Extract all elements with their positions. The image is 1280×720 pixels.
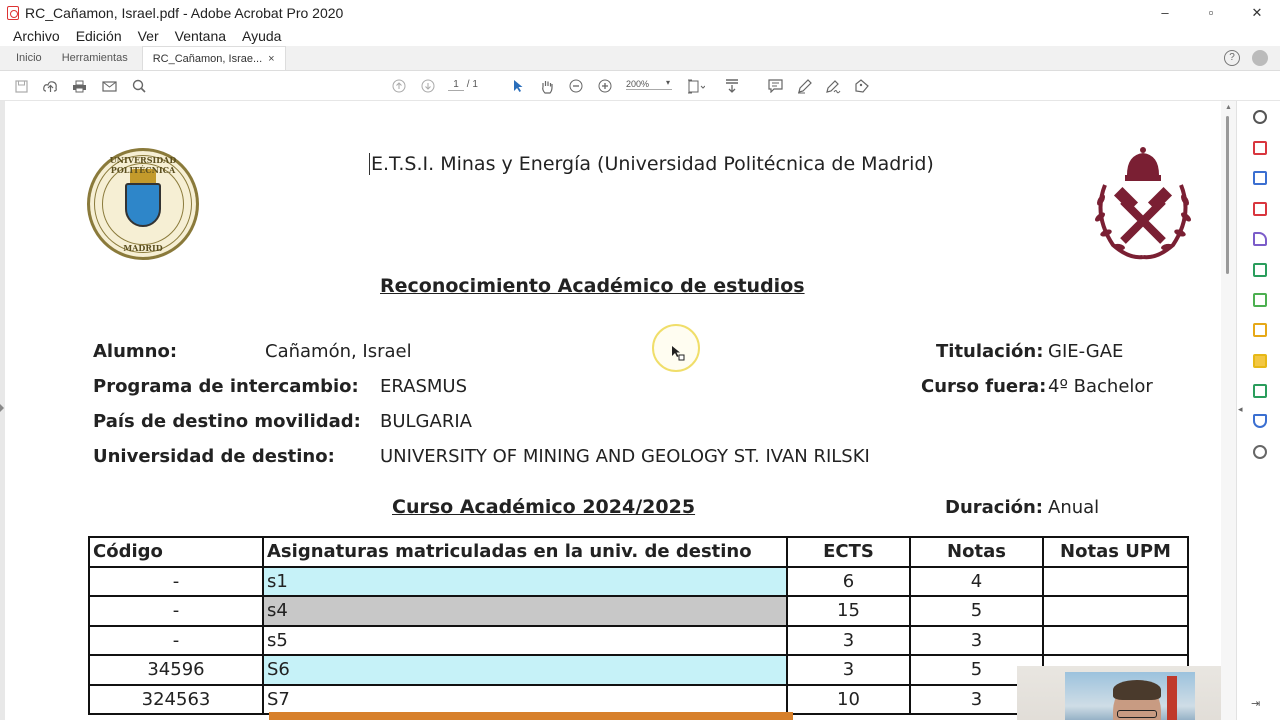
cell-codigo: - — [89, 567, 263, 597]
programa-value: ERASMUS — [380, 376, 468, 397]
search-icon[interactable] — [130, 78, 148, 94]
scrollbar-thumb[interactable] — [1226, 116, 1229, 274]
universidad-label: Universidad de destino: — [93, 446, 335, 467]
close-button[interactable]: ✕ — [1251, 5, 1263, 20]
document-heading: Reconocimiento Académico de estudios — [380, 275, 805, 297]
cell-ects: 3 — [787, 655, 910, 685]
window-controls — [1142, 0, 1280, 26]
close-tab-icon[interactable]: × — [268, 52, 275, 65]
create-pdf-icon[interactable] — [1253, 171, 1267, 185]
page-total: / 1 — [466, 79, 478, 90]
menu-archivo[interactable]: Archivo — [13, 28, 60, 44]
programa-label: Programa de intercambio: — [93, 376, 359, 397]
cell-nota: 5 — [910, 655, 1043, 685]
cell-ects: 3 — [787, 626, 910, 656]
page-up-icon[interactable] — [390, 78, 408, 94]
combine-files-icon[interactable] — [1253, 293, 1267, 307]
shield-icon — [125, 183, 161, 227]
pdf-icon — [7, 6, 19, 20]
poster-bridge — [1167, 676, 1177, 720]
minas-emblem-logo — [1091, 145, 1195, 261]
upload-icon[interactable] — [41, 78, 59, 94]
duracion-label: Duración: — [945, 497, 1043, 518]
cell-asignatura: S7 — [263, 685, 787, 715]
scan-ocr-icon[interactable] — [1253, 384, 1267, 398]
cell-ects: 6 — [787, 567, 910, 597]
header-ects: ECTS — [787, 537, 910, 567]
minimize-button[interactable]: ‒ — [1161, 5, 1169, 20]
menu-bar — [0, 26, 1280, 46]
pdf-page — [5, 101, 1221, 720]
mouse-cursor-icon — [671, 345, 685, 364]
header-notas: Notas — [910, 537, 1043, 567]
mail-icon[interactable] — [100, 78, 118, 94]
sign-icon[interactable] — [824, 78, 842, 94]
curso-fuera-label: Curso fuera: — [921, 376, 1047, 397]
print-icon[interactable] — [70, 78, 88, 94]
account-icon[interactable] — [1252, 50, 1268, 66]
presenter-hair — [1113, 680, 1161, 700]
page-number-input[interactable]: 1 — [448, 79, 464, 91]
presenter-glasses — [1117, 710, 1157, 718]
curso-fuera-value: 4º Bachelor — [1048, 376, 1153, 397]
cell-nota-upm — [1043, 626, 1188, 656]
cell-nota-upm — [1043, 567, 1188, 597]
toolbar — [0, 71, 1280, 101]
document-header: E.T.S.I. Minas y Energía (Universidad Politécnica de Madrid) — [371, 153, 934, 175]
vertical-scrollbar[interactable] — [1221, 101, 1236, 720]
fill-sign-icon[interactable] — [1253, 232, 1267, 246]
select-arrow-icon[interactable] — [509, 78, 527, 94]
page-fit-icon[interactable] — [687, 78, 705, 94]
tab-document[interactable] — [142, 46, 286, 70]
highlighted-row-partial — [269, 712, 793, 720]
zoom-tool-icon[interactable] — [1253, 110, 1267, 124]
cell-nota: 3 — [910, 626, 1043, 656]
tab-herramientas[interactable]: Herramientas — [61, 52, 128, 64]
organize-pages-icon[interactable] — [1253, 202, 1267, 216]
table-row — [89, 567, 1188, 597]
tab-bar-right — [1224, 50, 1268, 66]
hand-icon[interactable] — [538, 78, 556, 94]
cell-codigo: - — [89, 596, 263, 626]
table-header-row — [89, 537, 1188, 567]
header-asignaturas: Asignaturas matriculadas en la univ. de destino — [263, 537, 787, 567]
comment-icon[interactable] — [766, 78, 784, 94]
request-signature-icon[interactable] — [1253, 323, 1267, 337]
webcam-overlay — [1017, 666, 1221, 720]
page-down-icon[interactable] — [419, 78, 437, 94]
export-pdf-icon[interactable] — [1253, 141, 1267, 155]
comment-tool-icon[interactable] — [1253, 354, 1267, 368]
alumno-value: Cañamón, Israel — [265, 341, 412, 362]
duracion-value: Anual — [1048, 497, 1100, 518]
tab-bar — [0, 46, 1280, 71]
table-row — [89, 596, 1188, 626]
protect-icon[interactable] — [1253, 414, 1267, 428]
menu-ventana[interactable]: Ventana — [174, 28, 227, 44]
cell-codigo: - — [89, 626, 263, 656]
cell-asignatura: s4 — [263, 596, 787, 626]
table-row — [89, 626, 1188, 656]
header-codigo: Código — [89, 537, 263, 567]
seal-text-bottom: MADRID — [123, 243, 163, 253]
curso-academico-heading: Curso Académico 2024/2025 — [392, 496, 696, 518]
titulacion-value: GIE-GAE — [1048, 341, 1124, 362]
title-bar — [0, 0, 1280, 26]
pen-icon[interactable] — [795, 78, 813, 94]
menu-edicion[interactable]: Edición — [75, 28, 122, 44]
tab-inicio[interactable]: Inicio — [16, 52, 42, 64]
menu-ayuda[interactable]: Ayuda — [242, 28, 282, 44]
window-title: RC_Cañamon, Israel.pdf - Adobe Acrobat Pro 2020 — [25, 5, 344, 21]
scroll-up-icon[interactable]: ▲ — [1225, 104, 1232, 111]
zoom-in-icon[interactable] — [596, 78, 614, 94]
cell-ects: 10 — [787, 685, 910, 715]
restore-button[interactable]: ▫ — [1208, 5, 1214, 20]
header-notas-upm: Notas UPM — [1043, 537, 1188, 567]
cell-asignatura: S6 — [263, 655, 787, 685]
cell-nota: 3 — [910, 685, 1043, 715]
save-icon[interactable] — [12, 78, 30, 94]
cell-nota: 4 — [910, 567, 1043, 597]
cell-ects: 15 — [787, 596, 910, 626]
expand-panel-icon[interactable]: ⇥ — [1251, 698, 1261, 710]
pais-value: BULGARIA — [380, 411, 472, 432]
cell-nota: 5 — [910, 596, 1043, 626]
cell-nota-upm — [1043, 596, 1188, 626]
right-tools-panel — [1236, 101, 1280, 720]
cell-asignatura: s5 — [263, 626, 787, 656]
titulacion-label: Titulación: — [936, 341, 1044, 362]
chevron-down-icon: ▾ — [665, 78, 670, 87]
more-tools-panel-icon[interactable] — [1253, 445, 1267, 459]
cell-codigo: 324563 — [89, 685, 263, 715]
edit-pdf-icon[interactable] — [1253, 263, 1267, 277]
alumno-label: Alumno: — [93, 341, 178, 362]
menu-ver[interactable]: Ver — [137, 28, 159, 44]
seal-text-top: UNIVERSIDAD POLITÉCNICA — [109, 155, 177, 175]
cell-asignatura: s1 — [263, 567, 787, 597]
more-tools-icon[interactable] — [853, 78, 871, 94]
scroll-mode-icon[interactable] — [723, 78, 741, 94]
upm-seal-logo — [87, 148, 199, 260]
page-indicator — [448, 79, 478, 91]
universidad-value: UNIVERSITY OF MINING AND GEOLOGY ST. IVAN RILSKI — [380, 446, 870, 467]
help-icon[interactable]: ? — [1224, 50, 1240, 66]
zoom-out-icon[interactable] — [567, 78, 585, 94]
collapse-panel-icon[interactable]: ◂ — [1238, 404, 1243, 414]
zoom-value: 200% — [626, 79, 650, 89]
cell-codigo: 34596 — [89, 655, 263, 685]
zoom-select[interactable] — [626, 79, 672, 90]
pais-label: País de destino movilidad: — [93, 411, 361, 432]
tab-document-label: RC_Cañamon, Israe... — [152, 52, 263, 65]
